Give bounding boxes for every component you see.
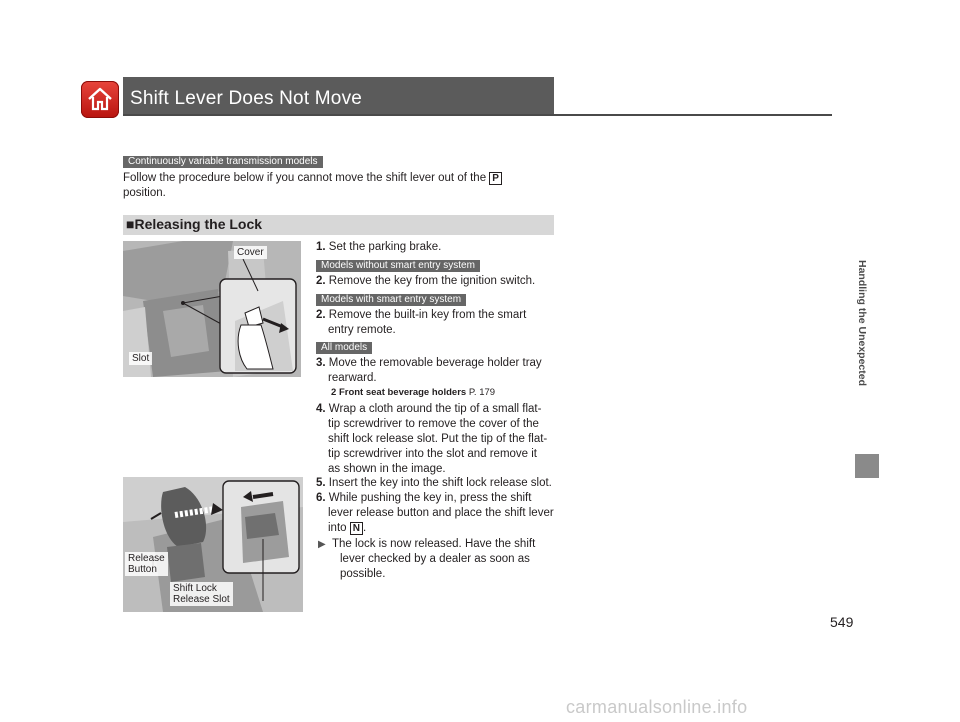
- step-text-cont: lever release button and place the shift lever: [328, 507, 554, 519]
- step-text-cont: into: [328, 522, 347, 534]
- no-smart-entry-tag: Models without smart entry system: [316, 260, 480, 272]
- step-text-period: .: [362, 522, 367, 534]
- result-text: The lock is now released. Have the shift: [332, 538, 536, 550]
- cover-label: Cover: [234, 246, 267, 259]
- result-text-cont: lever checked by a dealer as soon as: [340, 553, 530, 565]
- step-text-cont: shift lock release slot. Put the tip of the flat-: [328, 433, 548, 445]
- step-number: 5.: [316, 477, 326, 489]
- release-label-line1: Release: [128, 553, 165, 564]
- step-6: [316, 491, 560, 536]
- reference-page: P. 179: [468, 387, 496, 398]
- intro-text-a: Follow the procedure below if you cannot move the shift lever out of the: [123, 172, 487, 184]
- cvt-models-tag: Continuously variable transmission models: [123, 156, 323, 168]
- slot-label-line2: Release Slot: [173, 594, 230, 605]
- step-text: Remove the built-in key from the smart: [328, 309, 527, 321]
- step-text: While pushing the key in, press the shift: [328, 492, 532, 504]
- neutral-key-box: N: [350, 522, 363, 535]
- reference-link[interactable]: Front seat beverage holders: [338, 387, 467, 398]
- figure-shift-lock-release: [123, 477, 303, 612]
- step-2b: [316, 308, 556, 338]
- home-button[interactable]: [81, 81, 119, 118]
- reference-arrow-icon: 2: [331, 387, 337, 398]
- step-text-cont: entry remote.: [328, 324, 396, 336]
- step-text-cont: tip screwdriver to remove the cover of the: [328, 418, 539, 430]
- step-number: 3.: [316, 357, 326, 369]
- step-text: Move the removable beverage holder tray: [328, 357, 542, 369]
- step-text-cont: rearward.: [328, 372, 377, 384]
- step-1: [316, 240, 556, 255]
- chapter-side-label[interactable]: Handling the Unexpected: [856, 260, 868, 387]
- result-arrow-icon: ▶: [318, 539, 326, 550]
- step-text-cont: tip screwdriver into the slot and remove it: [328, 448, 538, 460]
- result-note: [318, 537, 558, 582]
- step-text: Wrap a cloth around the tip of a small flat-: [328, 403, 542, 415]
- intro-paragraph: [123, 171, 553, 201]
- slot-label-line1: Shift Lock: [173, 583, 217, 594]
- step-text: Remove the key from the ignition switch.: [328, 275, 536, 287]
- intro-text-b: position.: [123, 187, 166, 199]
- step-2a: [316, 274, 556, 289]
- beverage-holder-reference[interactable]: [331, 387, 495, 398]
- all-models-tag: All models: [316, 342, 372, 354]
- step-text: Insert the key into the shift lock release slot.: [328, 477, 552, 489]
- step-number: 6.: [316, 492, 326, 504]
- chapter-tab-marker[interactable]: [855, 454, 879, 478]
- section-title: ■Releasing the Lock: [126, 216, 263, 232]
- park-key-box: P: [489, 172, 502, 185]
- watermark: carmanualsonline.info: [566, 697, 748, 717]
- result-text-cont: possible.: [340, 568, 386, 580]
- step-text: Set the parking brake.: [328, 241, 442, 253]
- slot-label: Slot: [129, 352, 152, 365]
- step-5: [316, 476, 560, 491]
- step-text-cont: as shown in the image.: [328, 463, 446, 475]
- page-title: Shift Lever Does Not Move: [130, 88, 363, 109]
- step-4: [316, 402, 560, 477]
- title-rule: [123, 114, 832, 116]
- release-label-line2: Button: [128, 564, 157, 575]
- step-3: [316, 356, 556, 386]
- release-button-label: [125, 552, 168, 576]
- home-icon: [86, 85, 114, 113]
- smart-entry-tag: Models with smart entry system: [316, 294, 466, 306]
- figure-cover-removal: [123, 241, 301, 377]
- step-number: 4.: [316, 403, 326, 415]
- shift-lock-slot-label: [170, 582, 233, 606]
- page-number: 549: [830, 614, 854, 630]
- step-number: 1.: [316, 241, 326, 253]
- step-number: 2.: [316, 275, 326, 287]
- step-number: 2.: [316, 309, 326, 321]
